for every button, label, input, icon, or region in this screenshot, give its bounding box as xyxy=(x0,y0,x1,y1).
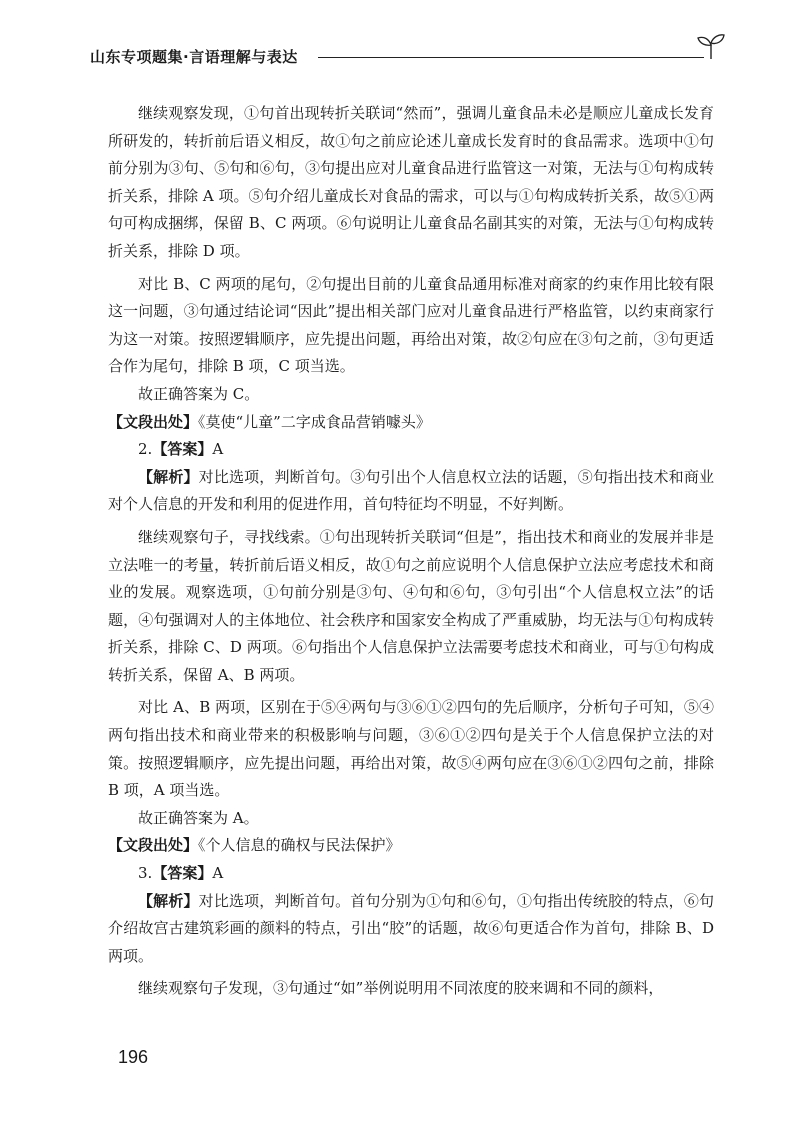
source-title: 《个人信息的确权与民法保护》 xyxy=(198,836,401,855)
answer-statement-1: 故正确答案为 C。 xyxy=(138,384,260,403)
question-3-analysis xyxy=(108,888,714,971)
answer-statement-2: 故正确答案为 A。 xyxy=(138,808,259,827)
question-2-answer xyxy=(108,436,714,464)
question-number: 3. xyxy=(138,864,153,883)
answer-label: 【答案】 xyxy=(152,440,213,459)
analysis-label: 【解析】 xyxy=(138,891,199,910)
answer-value: A xyxy=(212,864,224,883)
source-label: 【文段出处】 xyxy=(108,836,199,855)
paragraph-analysis-2: 对比 B、C 两项的尾句，②句提出目前的儿童食品通用标准对商家的约束作用比较有限这一问题，③句通过结论词“因此”提出相关部门应对儿童食品进行严格监管，以约束商家行为这一对策。按照逻辑顺序，应先提出问题，再给出对策，故②句应在③句之前，③句更适合作为尾句，排除 B 项，C 项当选。 xyxy=(108,274,714,376)
source-label: 【文段出处】 xyxy=(108,412,199,431)
analysis-label: 【解析】 xyxy=(138,467,199,486)
analysis-text: 对比选项，判断首句。③句引出个人信息权立法的话题，⑤句指出技术和商业对个人信息的开发和利用的促进作用，首句特征均不明显，不好判断。 xyxy=(108,467,714,514)
paragraph-analysis-5: 继续观察句子发现，③句通过“如”举例说明用不同浓度的胶来调和不同的颜料， xyxy=(138,979,664,998)
sprout-icon xyxy=(696,32,726,60)
question-3-answer xyxy=(108,860,714,888)
paragraph-analysis-1: 继续观察发现，①句首出现转折关联词“然而”，强调儿童食品未必是顺应儿童成长发育所研发的，转折前后语义相反，故①句之前应论述儿童成长发育时的食品需求。选项中①句前分别为③句、⑤句和⑥句，③句提出应对儿童食品进行监管这一对策，无法与①句构成转折关系，排除 A 项。⑤句介绍儿童成长对食品的需求，可以与①句构成转折关系，故⑤①两句可构成捆绑，保留 B、C 两项。⑥句说明让儿童食品名副其实的对策，无法与①句构成转折关系，排除 D 项。 xyxy=(108,104,714,260)
header-rule xyxy=(318,57,704,58)
source-title: 《莫使“儿童”二字成食品营销噱头》 xyxy=(198,412,431,431)
source-line-1 xyxy=(108,409,714,437)
analysis-text: 对比选项，判断首句。首句分别为①句和⑥句，①句指出传统胶的特点，⑥句介绍故宫古建筑彩画的颜料的特点，引出“胶”的话题，故⑥句更适合作为首句，排除 B、D 两项。 xyxy=(108,891,714,965)
question-2-analysis xyxy=(108,464,714,519)
paragraph-analysis-3: 继续观察句子，寻找线索。①句出现转折关联词“但是”，指出技术和商业的发展并非是立法唯一的考量，转折前后语义相反，故①句之前应说明个人信息保护立法应考虑技术和商业的发展。观察选项，①句前分别是③句、④句和⑥句，③句引出“个人信息权立法”的话题，④句强调对人的主体地位、社会秩序和国家安全构成了严重威胁，均无法与①句构成转折关系，排除 C、D 两项。⑥句指出个人信息保护立法需要考虑技术和商业，可与①句构成转折关系，保留 A、B 两项。 xyxy=(108,527,714,684)
running-header xyxy=(90,46,724,80)
answer-label: 【答案】 xyxy=(152,864,213,883)
answer-value: A xyxy=(212,440,224,459)
question-number: 2. xyxy=(138,440,153,459)
header-title: 山东专项题集·言语理解与表达 xyxy=(90,48,298,66)
paragraph-analysis-4: 对比 A、B 两项，区别在于⑤④两句与③⑥①②四句的先后顺序，分析句子可知，⑤④两句指出技术和商业带来的积极影响与问题，③⑥①②四句是关于个人信息保护立法的对策。按照逻辑顺序，应先提出问题，再给出对策，故⑤④两句应在③⑥①②四句之前，排除 B 项，A 项当选。 xyxy=(108,698,714,800)
page-number: 196 xyxy=(118,1047,149,1067)
source-line-2 xyxy=(108,832,714,860)
page-body xyxy=(108,100,714,1003)
